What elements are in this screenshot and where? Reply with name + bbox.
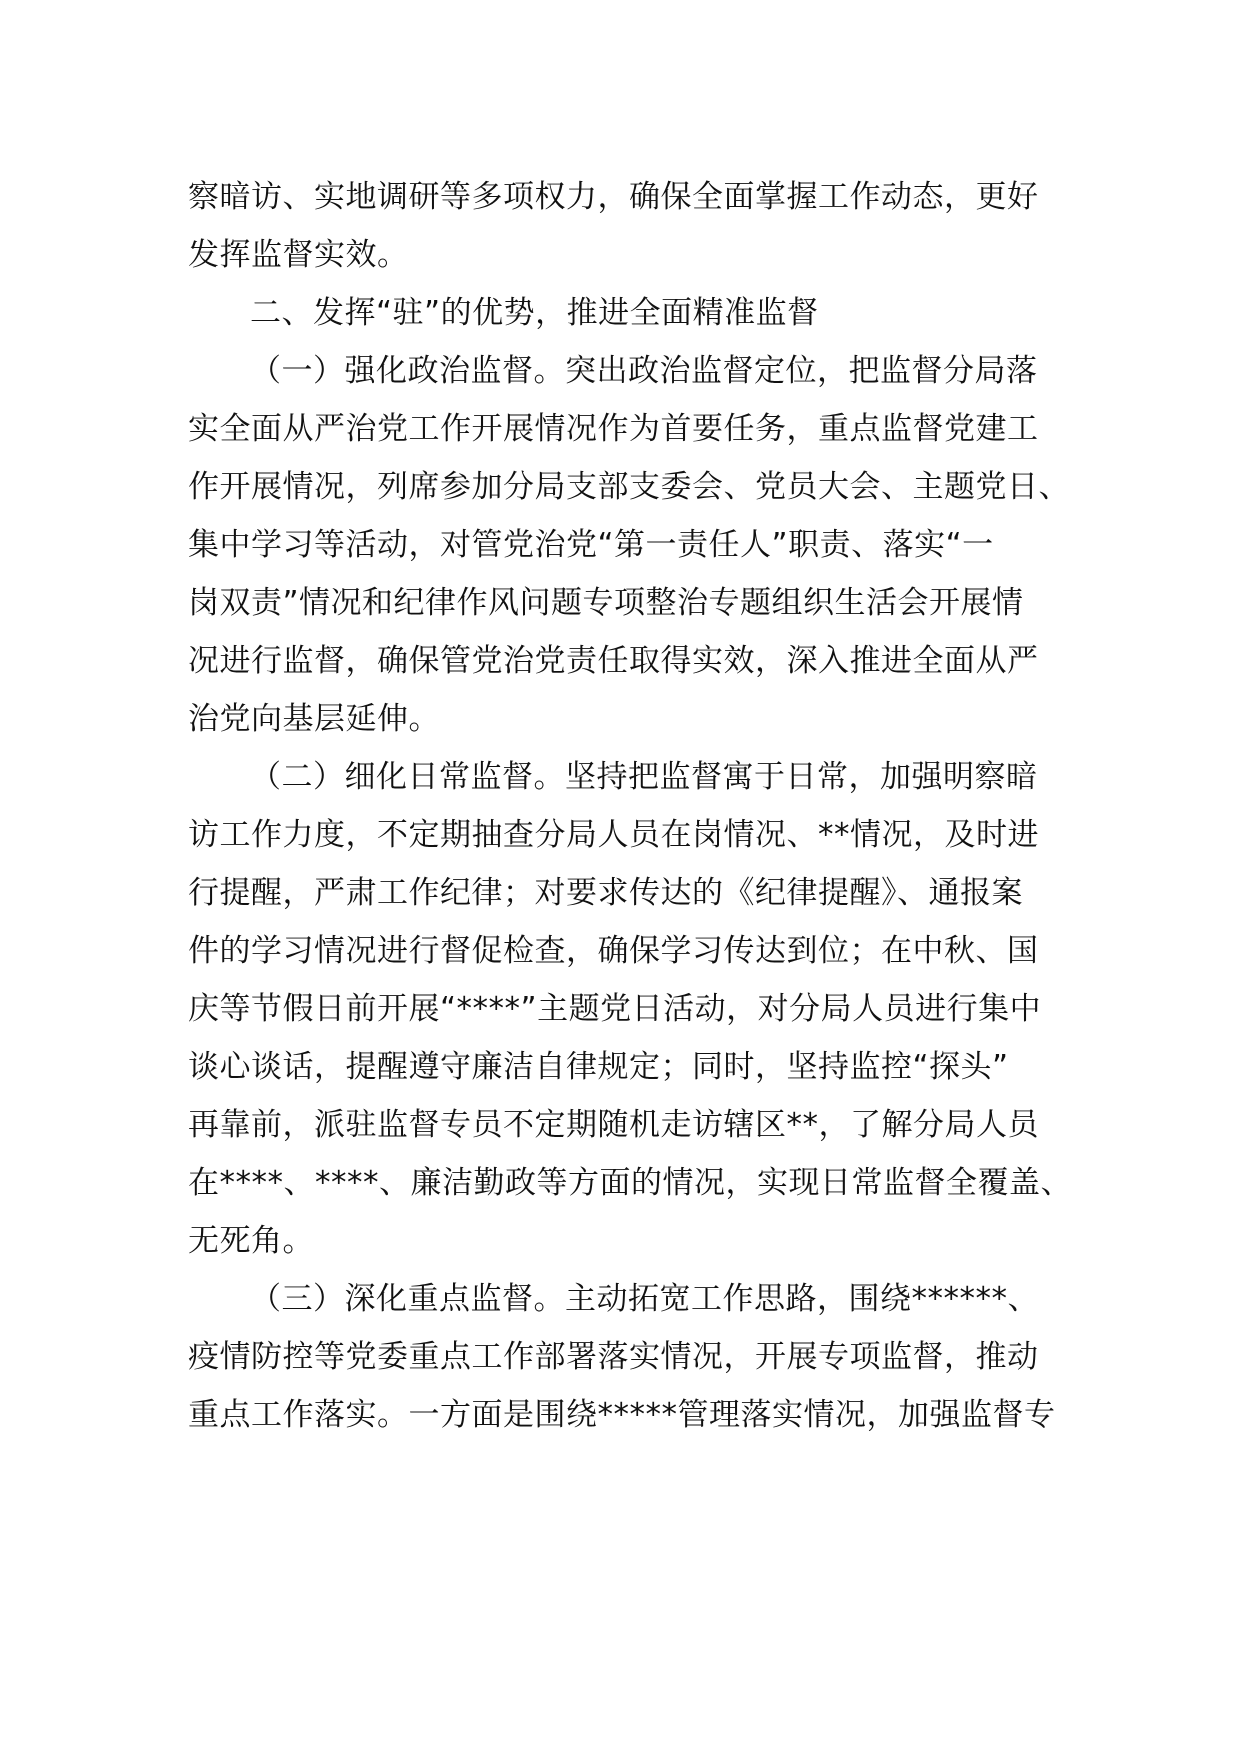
paragraph-start-line: （三）深化重点监督。主动拓宽工作思路，围绕******、 — [250, 1281, 1039, 1317]
text-line: 访工作力度，不定期抽查分局人员在岗情况、**情况，及时进 — [188, 817, 1039, 853]
text-line: 在****、****、廉洁勤政等方面的情况，实现日常监督全覆盖、 — [188, 1165, 1072, 1201]
text-line: 实全面从严治党工作开展情况作为首要任务，重点监督党建工 — [188, 411, 1039, 447]
text-line: 疫情防控等党委重点工作部署落实情况，开展专项监督，推动 — [188, 1339, 1039, 1375]
paragraph-start-line: （二）细化日常监督。坚持把监督寓于日常，加强明察暗 — [250, 759, 1038, 795]
text-line: 再靠前，派驻监督专员不定期随机走访辖区**，了解分局人员 — [188, 1107, 1039, 1143]
text-line: 岗双责”情况和纪律作风问题专项整治专题组织生活会开展情 — [188, 585, 1024, 621]
section-heading: 二、发挥“驻”的优势，推进全面精准监督 — [250, 295, 819, 331]
text-line: 重点工作落实。一方面是围绕*****管理落实情况，加强监督专 — [188, 1397, 1056, 1433]
text-line: 行提醒，严肃工作纪律；对要求传达的《纪律提醒》、通报案 — [188, 875, 1023, 911]
text-line: 察暗访、实地调研等多项权力，确保全面掌握工作动态，更好 — [188, 179, 1039, 215]
text-line: 发挥监督实效。 — [188, 237, 409, 273]
text-line: 作开展情况，列席参加分局支部支委会、党员大会、主题党日、 — [188, 469, 1070, 505]
text-line: 治党向基层延伸。 — [188, 701, 440, 737]
text-line: 集中学习等活动，对管党治党“第一责任人”职责、落实“一 — [188, 527, 994, 563]
text-line: 况进行监督，确保管党治党责任取得实效，深入推进全面从严 — [188, 643, 1039, 679]
paragraph-start-line: （一）强化政治监督。突出政治监督定位，把监督分局落 — [250, 353, 1038, 389]
text-line: 庆等节假日前开展“****”主题党日活动，对分局人员进行集中 — [188, 991, 1042, 1027]
text-line: 谈心谈话，提醒遵守廉洁自律规定；同时，坚持监控“探头” — [188, 1049, 1009, 1085]
text-line: 件的学习情况进行督促检查，确保学习传达到位；在中秋、国 — [188, 933, 1039, 969]
text-line: 无死角。 — [188, 1223, 314, 1259]
